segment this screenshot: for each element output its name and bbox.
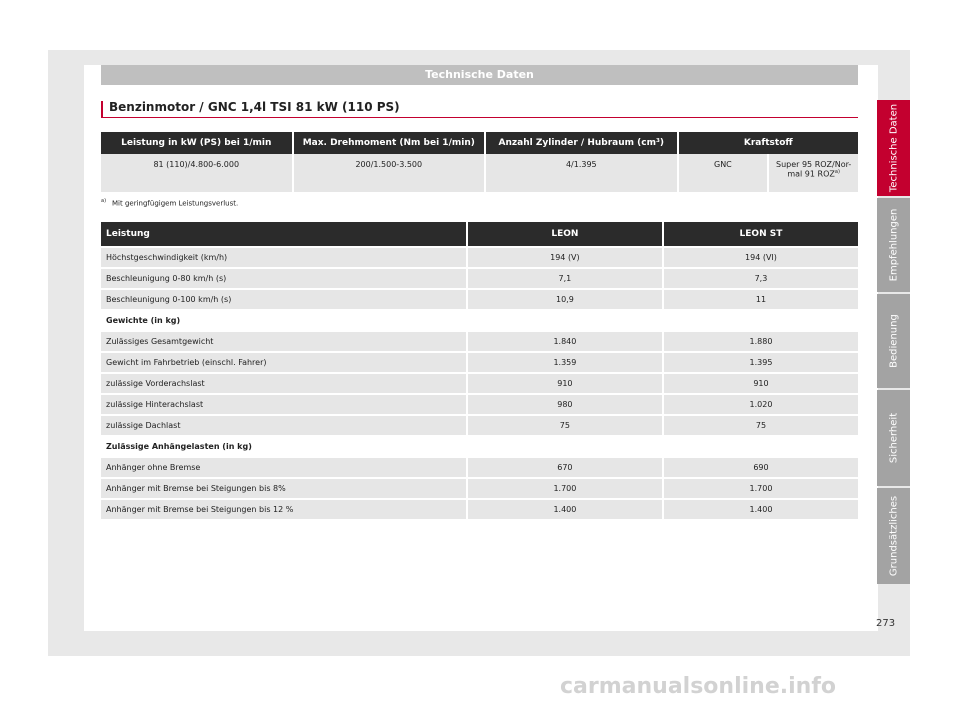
table-row xyxy=(101,269,858,288)
row-leon: 75 xyxy=(468,416,662,435)
row-leon-st: 1.880 xyxy=(664,332,858,351)
table-row xyxy=(101,395,858,414)
row-label: Beschleunigung 0-80 km/h (s) xyxy=(101,269,466,288)
footnote xyxy=(101,198,238,207)
row-leon: 1.840 xyxy=(468,332,662,351)
engine-table-header xyxy=(101,132,858,154)
col-leistung: Leistung in kW (PS) bei 1/min xyxy=(101,132,292,154)
engine-table-row xyxy=(101,154,858,192)
tab-label: Empfehlungen xyxy=(888,208,899,282)
engine-title: Benzinmotor / GNC 1,4l TSI 81 kW (110 PS) xyxy=(109,100,400,114)
row-label: zulässige Hinterachslast xyxy=(101,395,466,414)
row-leon-st: 7,3 xyxy=(664,269,858,288)
fuel-text: Super 95 ROZ/Nor-mal 91 ROZ xyxy=(775,160,852,179)
cell-kraftstoff-super xyxy=(769,154,858,192)
cell-kraftstoff-gnc: GNC xyxy=(679,154,768,192)
row-leon: 10,9 xyxy=(468,290,662,309)
table-row xyxy=(101,500,858,519)
engine-table xyxy=(99,132,860,192)
row-leon: 7,1 xyxy=(468,269,662,288)
table-row xyxy=(101,374,858,393)
row-leon-st: 11 xyxy=(664,290,858,309)
tab-label: Sicherheit xyxy=(888,412,899,464)
cell-drehmoment: 200/1.500-3.500 xyxy=(294,154,485,192)
col-leon: LEON xyxy=(468,222,662,246)
row-label: zulässige Vorderachslast xyxy=(101,374,466,393)
tab-bedienung[interactable] xyxy=(877,294,910,388)
row-leon-st: 1.700 xyxy=(664,479,858,498)
row-leon: 194 (V) xyxy=(468,248,662,267)
row-label: Zulässiges Gesamtgewicht xyxy=(101,332,466,351)
col-leon-st: LEON ST xyxy=(664,222,858,246)
row-leon: 1.359 xyxy=(468,353,662,372)
tab-label: Grundsätzliches xyxy=(888,495,899,577)
row-label: Anhänger mit Bremse bei Steigungen bis 8% xyxy=(101,479,466,498)
row-leon-st: 194 (VI) xyxy=(664,248,858,267)
footnote-mark: a) xyxy=(101,198,107,204)
row-leon-st: 75 xyxy=(664,416,858,435)
row-leon-st: 1.400 xyxy=(664,500,858,519)
section-header: Technische Daten xyxy=(101,65,858,85)
tab-sicherheit[interactable] xyxy=(877,390,910,486)
table-row xyxy=(101,416,858,435)
col-kraftstoff: Kraftstoff xyxy=(679,132,858,154)
spec-table xyxy=(99,220,860,521)
row-leon: 670 xyxy=(468,458,662,477)
table-row xyxy=(101,248,858,267)
row-leon: 910 xyxy=(468,374,662,393)
row-leon-st: 910 xyxy=(664,374,858,393)
title-accent-bar xyxy=(101,101,103,117)
section-row-anhaengelasten xyxy=(101,437,858,456)
footnote-ref: a) xyxy=(834,169,840,175)
row-label: Anhänger ohne Bremse xyxy=(101,458,466,477)
tab-technische-daten[interactable] xyxy=(877,100,910,196)
section-row-gewichte xyxy=(101,311,858,330)
watermark: carmanualsonline.info xyxy=(560,674,836,699)
page-number: 273 xyxy=(876,618,896,629)
table-row xyxy=(101,479,858,498)
tab-label: Bedienung xyxy=(888,314,899,368)
row-leon: 1.400 xyxy=(468,500,662,519)
col-zylinder: Anzahl Zylinder / Hubraum (cm³) xyxy=(486,132,677,154)
row-leon-st: 1.020 xyxy=(664,395,858,414)
row-leon-st: 690 xyxy=(664,458,858,477)
row-label: Beschleunigung 0-100 km/h (s) xyxy=(101,290,466,309)
row-leon-st: 1.395 xyxy=(664,353,858,372)
tab-empfehlungen[interactable] xyxy=(877,198,910,292)
tab-grundsaetzliches[interactable] xyxy=(877,488,910,584)
col-drehmoment: Max. Drehmoment (Nm bei 1/min) xyxy=(294,132,485,154)
row-label: Anhänger mit Bremse bei Steigungen bis 12 % xyxy=(101,500,466,519)
title-underline xyxy=(101,117,858,118)
row-label: zulässige Dachlast xyxy=(101,416,466,435)
cell-leistung: 81 (110)/4.800-6.000 xyxy=(101,154,292,192)
footnote-text: Mit geringfügigem Leistungsverlust. xyxy=(112,199,239,208)
section-label: Gewichte (in kg) xyxy=(101,311,858,330)
table-row xyxy=(101,290,858,309)
col-leistung-label: Leistung xyxy=(101,222,466,246)
row-leon: 980 xyxy=(468,395,662,414)
cell-zylinder: 4/1.395 xyxy=(486,154,677,192)
tab-label: Technische Daten xyxy=(888,103,899,193)
table-row xyxy=(101,458,858,477)
row-label: Gewicht im Fahrbetrieb (einschl. Fahrer) xyxy=(101,353,466,372)
row-label: Höchstgeschwindigkeit (km/h) xyxy=(101,248,466,267)
row-leon: 1.700 xyxy=(468,479,662,498)
table-row xyxy=(101,332,858,351)
table-row xyxy=(101,353,858,372)
spec-table-header xyxy=(101,222,858,246)
section-label: Zulässige Anhängelasten (in kg) xyxy=(101,437,858,456)
